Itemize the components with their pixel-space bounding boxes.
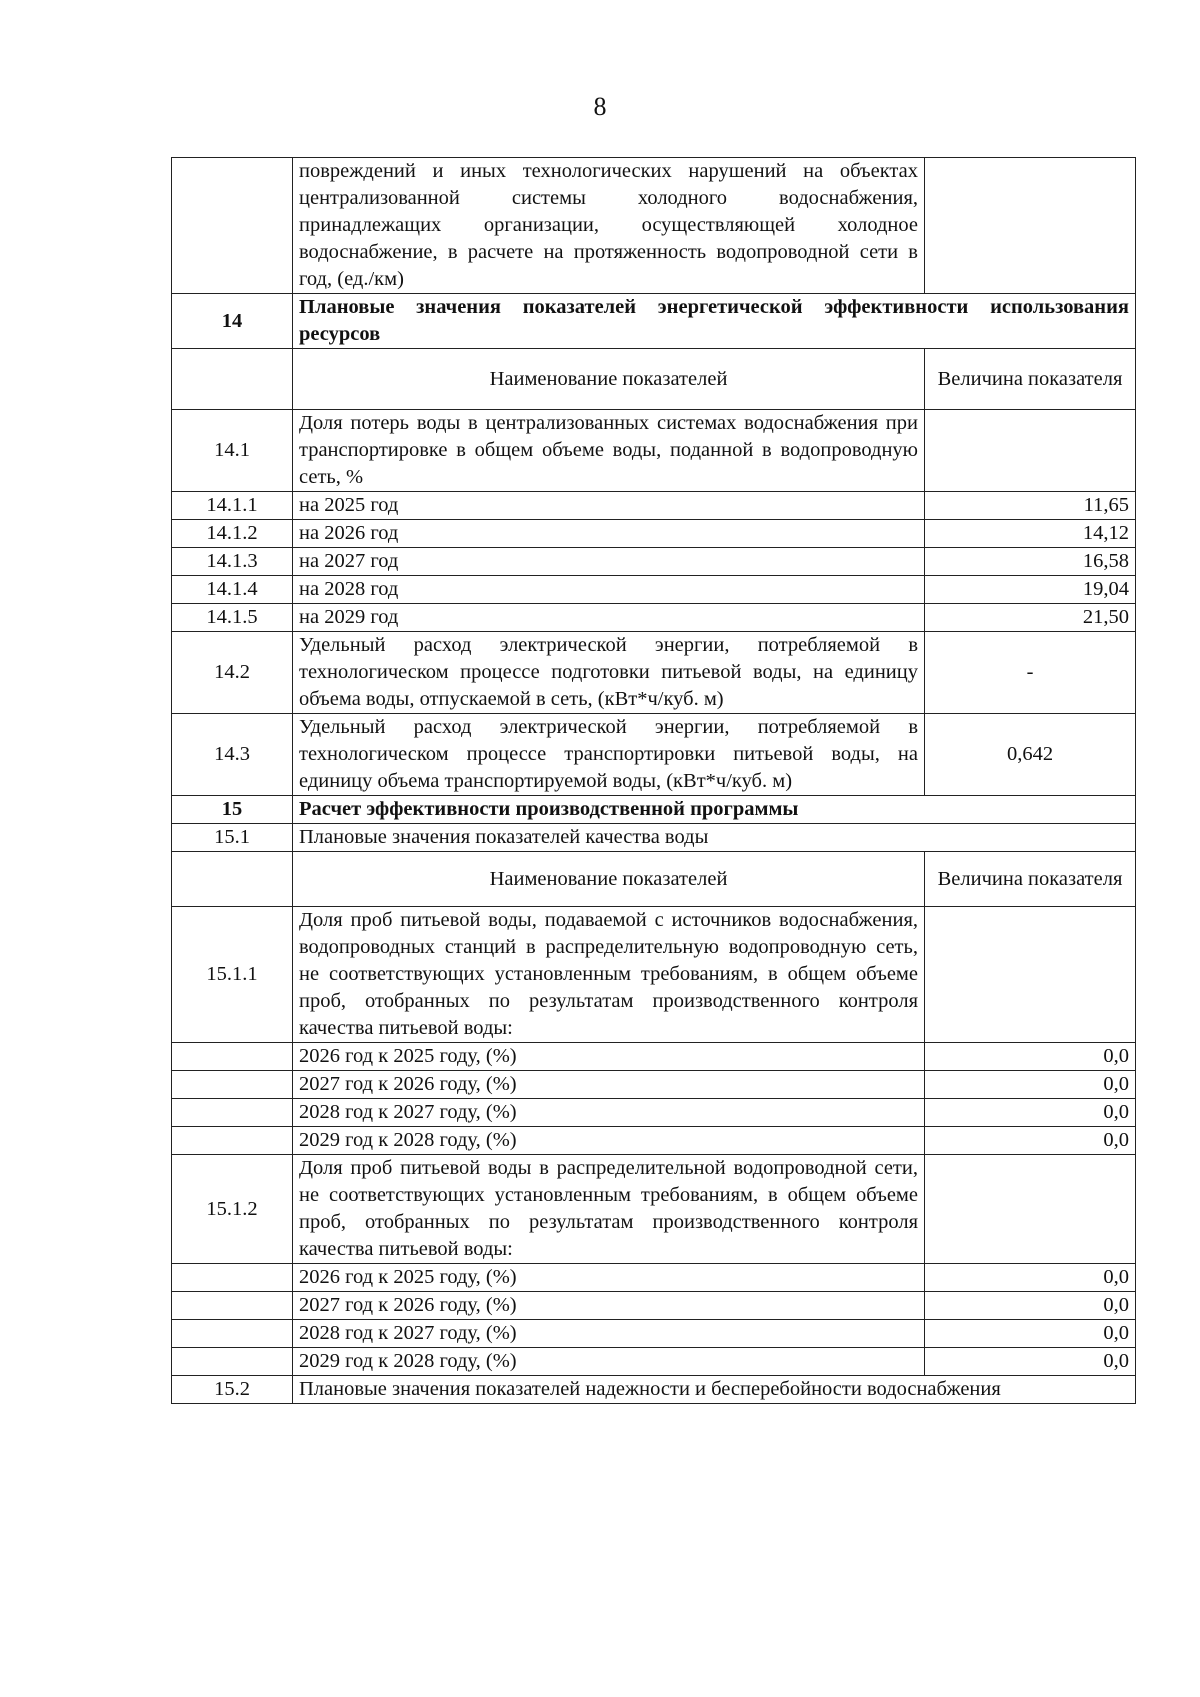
row-14-3-value: 0,642	[925, 714, 1136, 796]
row-number	[172, 1127, 293, 1155]
year-value: 16,58	[925, 548, 1136, 576]
section-15-row	[172, 796, 1136, 824]
year-label: 2029 год к 2028 году, (%)	[293, 1127, 925, 1155]
row-15-2-text: Плановые значения показателей надежности и бесперебойности водоснабжения	[293, 1376, 1136, 1404]
table-row	[172, 520, 1136, 548]
year-label: 2026 год к 2025 году, (%)	[293, 1264, 925, 1292]
row-15-1	[172, 824, 1136, 852]
row-15-1-2	[172, 1155, 1136, 1264]
row-number: 14.1.4	[172, 576, 293, 604]
row-number: 14.1.2	[172, 520, 293, 548]
table-row	[172, 1320, 1136, 1348]
year-label: 2028 год к 2027 году, (%)	[293, 1099, 925, 1127]
year-label: 2027 год к 2026 году, (%)	[293, 1071, 925, 1099]
row-number: 15.1	[172, 824, 293, 852]
row-number	[172, 1099, 293, 1127]
year-value: 19,04	[925, 576, 1136, 604]
row-14-1	[172, 410, 1136, 492]
section-15-number: 15	[172, 796, 293, 824]
row-number	[172, 1292, 293, 1320]
year-value: 0,0	[925, 1292, 1136, 1320]
year-value: 0,0	[925, 1043, 1136, 1071]
row-number	[172, 1320, 293, 1348]
row-15-1-2-text: Доля проб питьевой воды в распределительной водопроводной сети, не соответствующих установленным требованиям, в общем объеме проб, отобранных по результатам производственного контроля качества питьевой воды:	[293, 1155, 925, 1264]
header-value-14: Величина показателя	[925, 349, 1136, 410]
row-14-2-value: -	[925, 632, 1136, 714]
section-14-row	[172, 294, 1136, 349]
row-number: 15.1.1	[172, 907, 293, 1043]
row-14-3	[172, 714, 1136, 796]
year-value: 0,0	[925, 1320, 1136, 1348]
row-number	[172, 349, 293, 410]
row-14-3-text: Удельный расход электрической энергии, потребляемой в технологическом процессе транспортировки питьевой воды, на единицу объема транспортируемой воды, (кВт*ч/куб. м)	[293, 714, 925, 796]
row-number	[172, 1264, 293, 1292]
row-number	[172, 1071, 293, 1099]
table-row	[172, 492, 1136, 520]
header-name-15: Наименование показателей	[293, 852, 925, 907]
row-14-1-text: Доля потерь воды в централизованных системах водоснабжения при транспортировке в общем объеме воды, поданной в водопроводную сеть, %	[293, 410, 925, 492]
row-number	[172, 852, 293, 907]
year-value: 14,12	[925, 520, 1136, 548]
row-number	[172, 1348, 293, 1376]
row-number: 14.1.3	[172, 548, 293, 576]
value-cell	[925, 907, 1136, 1043]
year-label: на 2026 год	[293, 520, 925, 548]
section-14-title: Плановые значения показателей энергетической эффективности использования ресурсов	[293, 294, 1136, 349]
table-row	[172, 604, 1136, 632]
table-row	[172, 1348, 1136, 1376]
table-row	[172, 1099, 1136, 1127]
year-label: на 2029 год	[293, 604, 925, 632]
year-label: 2028 год к 2027 году, (%)	[293, 1320, 925, 1348]
row-number: 15.2	[172, 1376, 293, 1404]
row-15-1-1	[172, 907, 1136, 1043]
row-number: 14.1.1	[172, 492, 293, 520]
page-number: 8	[593, 92, 607, 121]
continuation-text: повреждений и иных технологических нарушений на объектах централизованной системы холодного водоснабжения, принадлежащих организации, осуществляющей холодное водоснабжение, в расчете на протяженность водопроводной сети в год, (ед./км)	[293, 158, 925, 294]
row-number: 14.3	[172, 714, 293, 796]
year-value: 0,0	[925, 1348, 1136, 1376]
table-row	[172, 158, 1136, 294]
row-14-2	[172, 632, 1136, 714]
row-15-1-1-text: Доля проб питьевой воды, подаваемой с источников водоснабжения, водопроводных станций в распределительную водопроводную сеть, не соответствующих установленным требованиям, в общем объеме проб, отобранных по результатам производственного контроля качества питьевой воды:	[293, 907, 925, 1043]
row-number: 14.1	[172, 410, 293, 492]
header-row-14	[172, 349, 1136, 410]
table-row	[172, 576, 1136, 604]
year-label: на 2025 год	[293, 492, 925, 520]
section-15-title: Расчет эффективности производственной программы	[293, 796, 1136, 824]
row-number: 14.1.5	[172, 604, 293, 632]
year-value: 21,50	[925, 604, 1136, 632]
year-value: 0,0	[925, 1264, 1136, 1292]
value-cell	[925, 1155, 1136, 1264]
section-14-number: 14	[172, 294, 293, 349]
year-label: 2026 год к 2025 году, (%)	[293, 1043, 925, 1071]
header-name-14: Наименование показателей	[293, 349, 925, 410]
year-value: 0,0	[925, 1071, 1136, 1099]
row-15-1-text: Плановые значения показателей качества воды	[293, 824, 1136, 852]
value-cell	[925, 158, 1136, 294]
header-row-15	[172, 852, 1136, 907]
table-row	[172, 1264, 1136, 1292]
table-row	[172, 1127, 1136, 1155]
table-row	[172, 1043, 1136, 1071]
year-value: 11,65	[925, 492, 1136, 520]
table-row	[172, 1071, 1136, 1099]
value-cell	[925, 410, 1136, 492]
row-15-2	[172, 1376, 1136, 1404]
year-label: 2029 год к 2028 году, (%)	[293, 1348, 925, 1376]
header-value-15: Величина показателя	[925, 852, 1136, 907]
year-value: 0,0	[925, 1127, 1136, 1155]
row-14-2-text: Удельный расход электрической энергии, потребляемой в технологическом процессе подготовки питьевой воды, на единицу объема воды, отпускаемой в сеть, (кВт*ч/куб. м)	[293, 632, 925, 714]
row-number	[172, 158, 293, 294]
row-number: 14.2	[172, 632, 293, 714]
year-label: 2027 год к 2026 году, (%)	[293, 1292, 925, 1320]
indicators-table	[171, 157, 1136, 1404]
year-label: на 2028 год	[293, 576, 925, 604]
year-value: 0,0	[925, 1099, 1136, 1127]
row-number: 15.1.2	[172, 1155, 293, 1264]
row-number	[172, 1043, 293, 1071]
year-label: на 2027 год	[293, 548, 925, 576]
table-row	[172, 1292, 1136, 1320]
table-row	[172, 548, 1136, 576]
